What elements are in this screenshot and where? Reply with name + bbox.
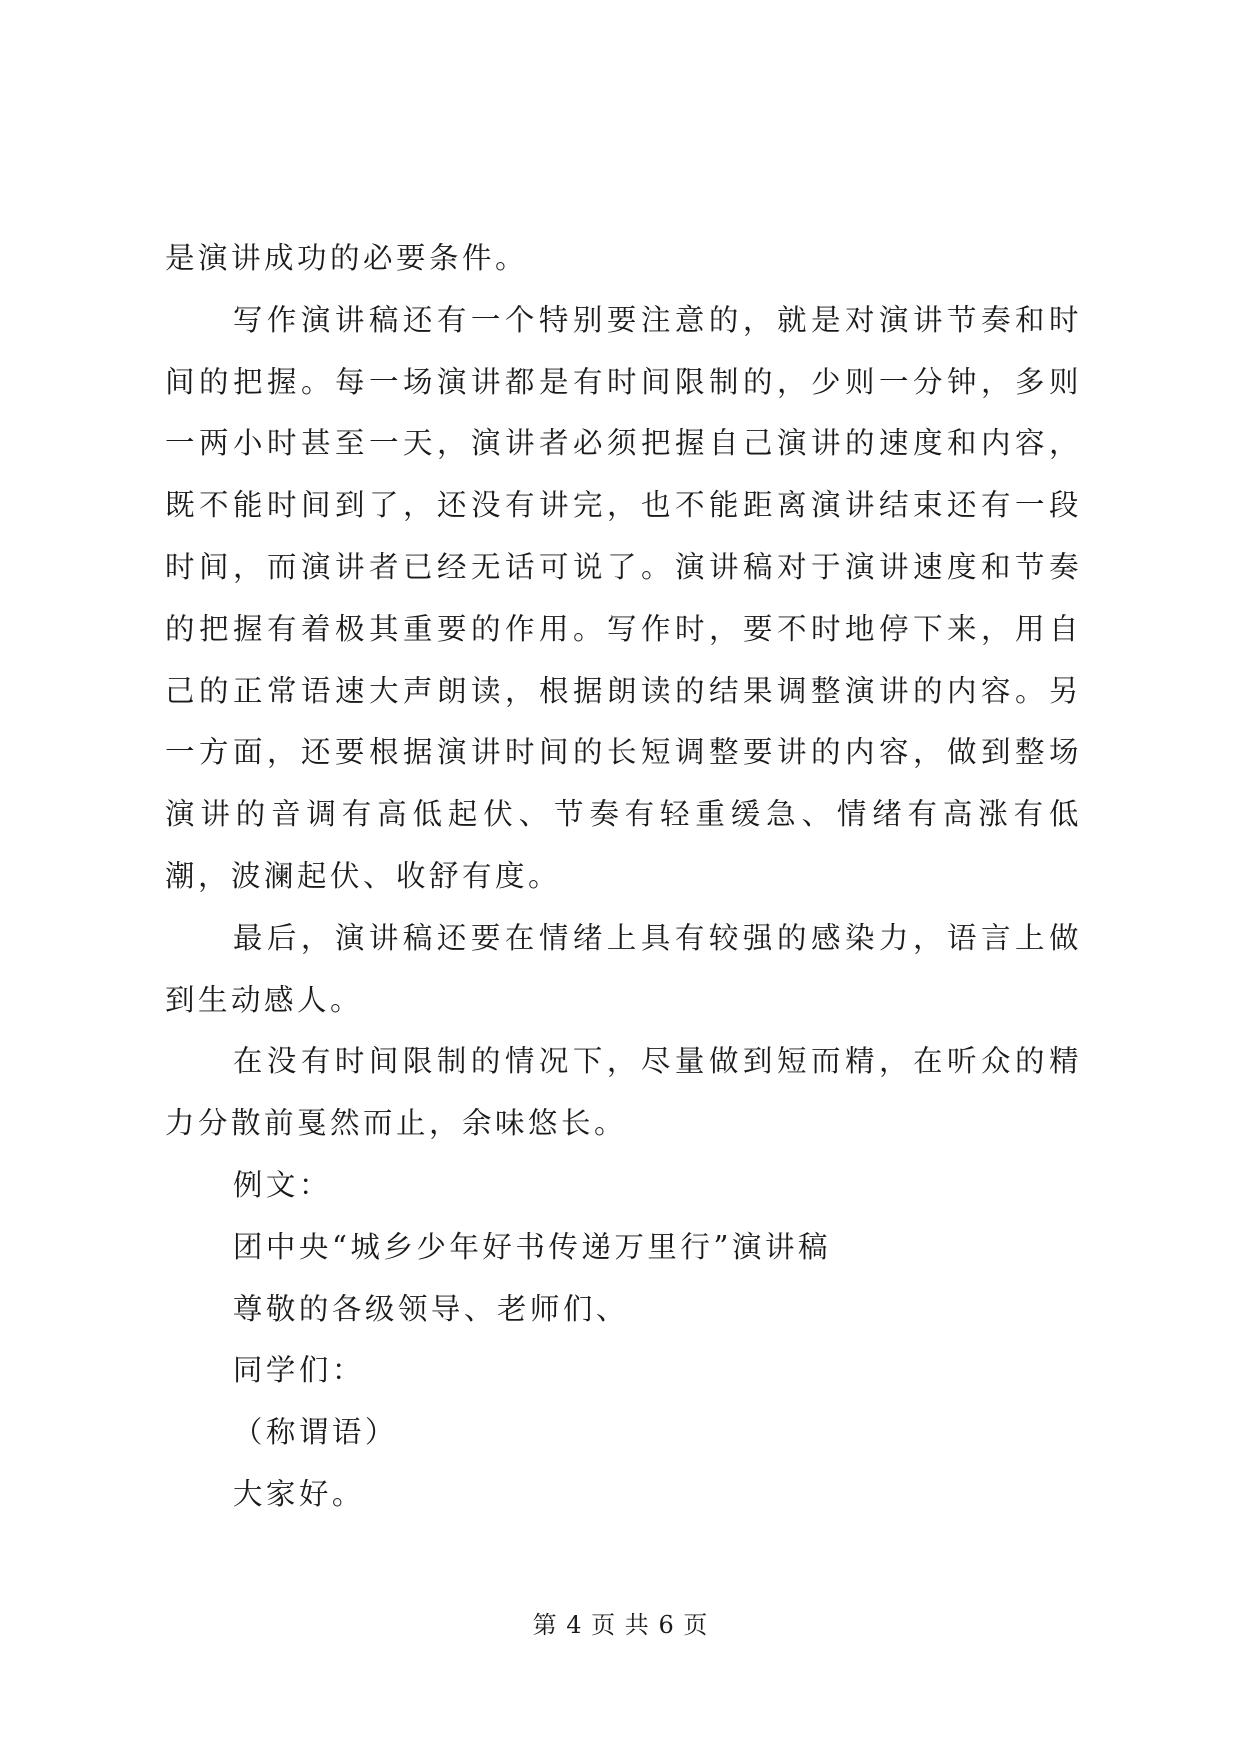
greeting: 大家好。 xyxy=(232,1476,365,1511)
paragraph-2: 写作演讲稿还有一个特别要注意的，就是对演讲节奏和时间的把握。每一场演讲都是有时间限制的，少则一分钟，多则一两小时甚至一天，演讲者必须把握自己演讲的速度和内容，既不能时间到了，还没有讲完，也不能距离演讲结束还有一段时间，而演讲者已经无话可说了。演讲稿对于演讲速度和节奏的把握有着极其重要的作用。写作时，要不时地停下来，用自己的正常语速大声朗读，根据朗读的结果调整演讲的内容。另一方面，还要根据演讲时间的长短调整要讲的内容，做到整场演讲的音调有高低起伏、节奏有轻重缓急、情绪有高涨有低潮，波澜起伏、收舒有度。 xyxy=(165,302,1082,893)
salutation-line-1: 尊敬的各级领导、老师们、 xyxy=(232,1291,629,1326)
salutation-line-2: 同学们： xyxy=(232,1353,365,1388)
page-number-footer: 第 4 页 共 6 页 xyxy=(532,1611,709,1639)
paragraph-3: 最后，演讲稿还要在情绪上具有较强的感染力，语言上做到生动感人。 xyxy=(165,920,1082,1017)
salutation-note: （称谓语） xyxy=(232,1415,398,1450)
document-body xyxy=(165,228,1082,1526)
example-label: 例文： xyxy=(232,1167,332,1202)
paragraph-1: 是演讲成功的必要条件。 xyxy=(165,241,529,275)
paragraph-4: 在没有时间限制的情况下，尽量做到短而精，在听众的精力分散前戛然而止，余味悠长。 xyxy=(165,1044,1082,1141)
example-title: 团中央“城乡少年好书传递万里行”演讲稿 xyxy=(232,1229,832,1264)
